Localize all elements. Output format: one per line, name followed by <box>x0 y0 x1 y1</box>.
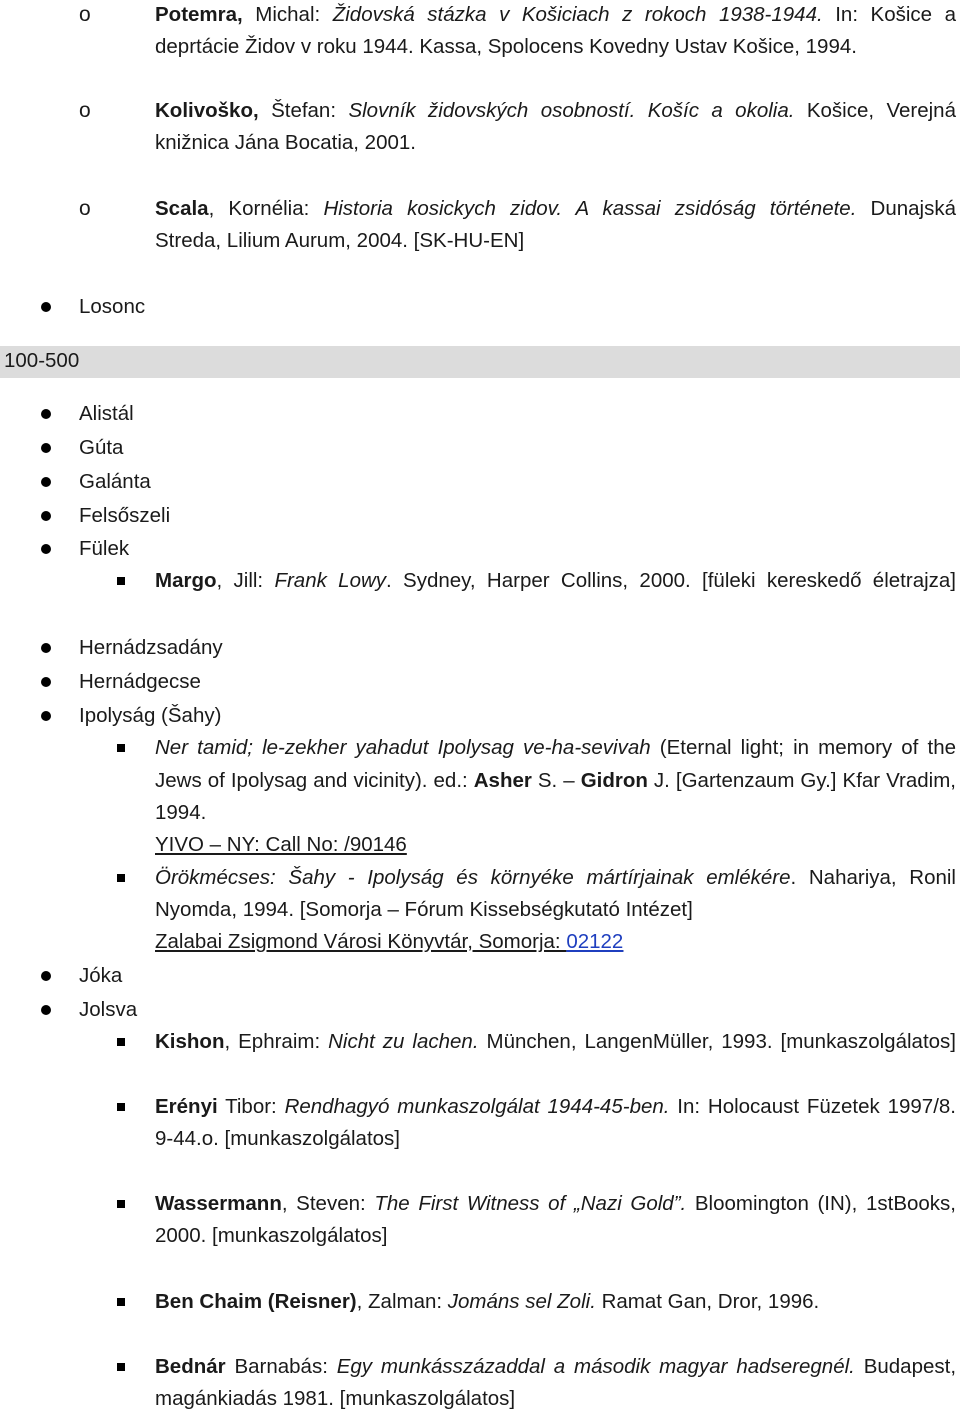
entry-text: , Ephraim: <box>224 1030 329 1053</box>
entry-title: Egy munkásszázaddal a második magyar hadseregnél. <box>336 1355 855 1378</box>
list-marker-o: o <box>79 3 91 26</box>
entry-line <box>155 769 956 793</box>
bullet-square <box>117 1363 125 1371</box>
bullet-dot <box>41 1005 51 1015</box>
author-name: Asher <box>473 769 532 792</box>
place-fulek: Fülek <box>79 537 130 560</box>
place-hernadgecse: Hernádgecse <box>79 670 201 693</box>
entry-text: München, LangenMüller, 1993. [munkaszolgálatos] <box>478 1030 956 1053</box>
entry-line <box>155 197 956 221</box>
entry-text: , Jill: <box>216 569 275 592</box>
bullet-square <box>117 1298 125 1306</box>
entry-line: Streda, Lilium Aurum, 2004. [SK-HU-EN] <box>155 229 525 252</box>
bullet-dot <box>41 443 51 453</box>
author-name: Bednár <box>155 1355 226 1378</box>
bullet-square <box>117 874 125 882</box>
entry-text: In: Košice a <box>822 3 956 26</box>
place-felsoszeli: Felsőszeli <box>79 504 171 527</box>
entry-text: Tibor: <box>217 1095 285 1118</box>
entry-text: In: Holocaust Füzetek 1997/8. <box>669 1095 956 1118</box>
entry-line <box>155 736 956 760</box>
place-ipolysag: Ipolyság (Šahy) <box>79 704 222 727</box>
entry-text: , Kornélia: <box>208 197 324 220</box>
entry-line <box>155 1192 956 1216</box>
entry-line: Nyomda, 1994. [Somorja – Fórum Kissebségkutató Intézet] <box>155 898 693 921</box>
author-name: Ben Chaim (Reisner) <box>155 1290 357 1313</box>
entry-line: deprtácie Židov v roku 1944. Kassa, Spolocens Kovedny Ustav Košice, 1994. <box>155 35 857 58</box>
place-alistal: Alistál <box>79 402 134 425</box>
entry-text: Štefan: <box>258 99 349 122</box>
entry-text: (Eternal light; in memory of the <box>650 736 956 759</box>
entry-title: Jománs sel Zoli. <box>447 1290 596 1313</box>
bullet-dot <box>41 544 51 554</box>
entry-text: J. [Gartenzaum Gy.] Kfar Vradim, <box>647 769 957 792</box>
bullet-dot <box>41 477 51 487</box>
author-name: Wassermann <box>155 1192 282 1215</box>
entry-line: 1994. <box>155 801 207 824</box>
entry-title: Ner tamid; le-zekher yahadut Ipolysag ve-ha-sevivah <box>155 736 651 759</box>
entry-text: Zalabai Zsigmond Városi Könyvtár, Somorja: <box>155 930 567 953</box>
entry-line <box>155 3 956 27</box>
author-name: Potemra, <box>155 3 243 26</box>
bullet-square <box>117 577 125 585</box>
entry-text: , Zalman: <box>356 1290 448 1313</box>
bullet-dot <box>41 677 51 687</box>
bullet-dot <box>41 643 51 653</box>
entry-text: Budapest, <box>854 1355 957 1378</box>
author-name: Margo <box>155 569 217 592</box>
bullet-square <box>117 1200 125 1208</box>
author-name: Kishon <box>155 1030 225 1053</box>
section-header-band <box>0 346 960 378</box>
entry-text: . Nahariya, Ronil <box>790 866 956 889</box>
entry-text: Dunajská <box>856 197 956 220</box>
place-jolsva: Jolsva <box>79 998 138 1021</box>
list-marker-o: o <box>79 99 91 122</box>
bullet-square <box>117 1038 125 1046</box>
place-losonc: Losonc <box>79 295 146 318</box>
author-name: Gidron <box>580 769 648 792</box>
entry-line <box>155 99 956 123</box>
entry-text: Michal: <box>242 3 333 26</box>
entry-text: . Sydney, Harper Collins, 2000. [füleki kereskedő életrajza] <box>386 569 956 592</box>
entry-line <box>155 1355 956 1379</box>
entry-text: , Steven: <box>281 1192 375 1215</box>
entry-line <box>155 1290 819 1314</box>
place-hernadzsadany: Hernádzsadány <box>79 636 223 659</box>
call-number-line: YIVO – NY: Call No: /90146 <box>155 833 407 856</box>
entry-text: Jews of Ipolysag and vicinity). ed.: <box>155 769 474 792</box>
entry-title: Rendhagyó munkaszolgálat 1944-45-ben. <box>284 1095 670 1118</box>
entry-text: Ramat Gan, Dror, 1996. <box>595 1290 820 1313</box>
author-name: Kolivoško, <box>155 99 259 122</box>
entry-line <box>155 569 956 593</box>
bullet-dot <box>41 409 51 419</box>
entry-text: Košice, Verejná <box>794 99 956 122</box>
place-guta: Gúta <box>79 436 124 459</box>
library-line <box>155 930 623 954</box>
section-header: 100-500 <box>4 349 80 372</box>
entry-line <box>155 1095 956 1119</box>
bullet-square <box>117 744 125 752</box>
entry-title: Örökmécses: Šahy - Ipolyság és környéke mártírjainak emlékére <box>155 866 791 889</box>
author-name: Scala <box>155 197 209 220</box>
entry-title: Slovník židovských osobností. Košíc a okolia. <box>348 99 795 122</box>
entry-text: S. – <box>531 769 581 792</box>
place-joka: Jóka <box>79 964 123 987</box>
entry-title: The First Witness of „Nazi Gold”. <box>374 1192 687 1215</box>
entry-title: Židovská stázka v Košiciach z rokoch 1938-1944. <box>332 3 823 26</box>
entry-text: Barnabás: <box>225 1355 337 1378</box>
bullet-dot <box>41 711 51 721</box>
entry-line <box>155 1030 956 1054</box>
list-marker-o: o <box>79 197 91 220</box>
bullet-dot <box>41 971 51 981</box>
entry-line: 2000. [munkaszolgálatos] <box>155 1224 388 1247</box>
entry-line: knižnica Jána Bocatia, 2001. <box>155 131 416 154</box>
library-link[interactable]: 02122 <box>566 930 624 953</box>
entry-title: Historia kosickych zidov. A kassai zsidóság története. <box>323 197 857 220</box>
entry-title: Frank Lowy <box>274 569 387 592</box>
entry-line: 9-44.o. [munkaszolgálatos] <box>155 1127 400 1150</box>
entry-line <box>155 866 956 890</box>
bullet-square <box>117 1103 125 1111</box>
entry-text: Bloomington (IN), 1stBooks, <box>686 1192 956 1215</box>
place-galanta: Galánta <box>79 470 151 493</box>
bullet-dot <box>41 302 51 312</box>
bullet-dot <box>41 511 51 521</box>
entry-title: Nicht zu lachen. <box>328 1030 479 1053</box>
entry-line: magánkiadás 1981. [munkaszolgálatos] <box>155 1387 516 1410</box>
author-name: Erényi <box>155 1095 218 1118</box>
